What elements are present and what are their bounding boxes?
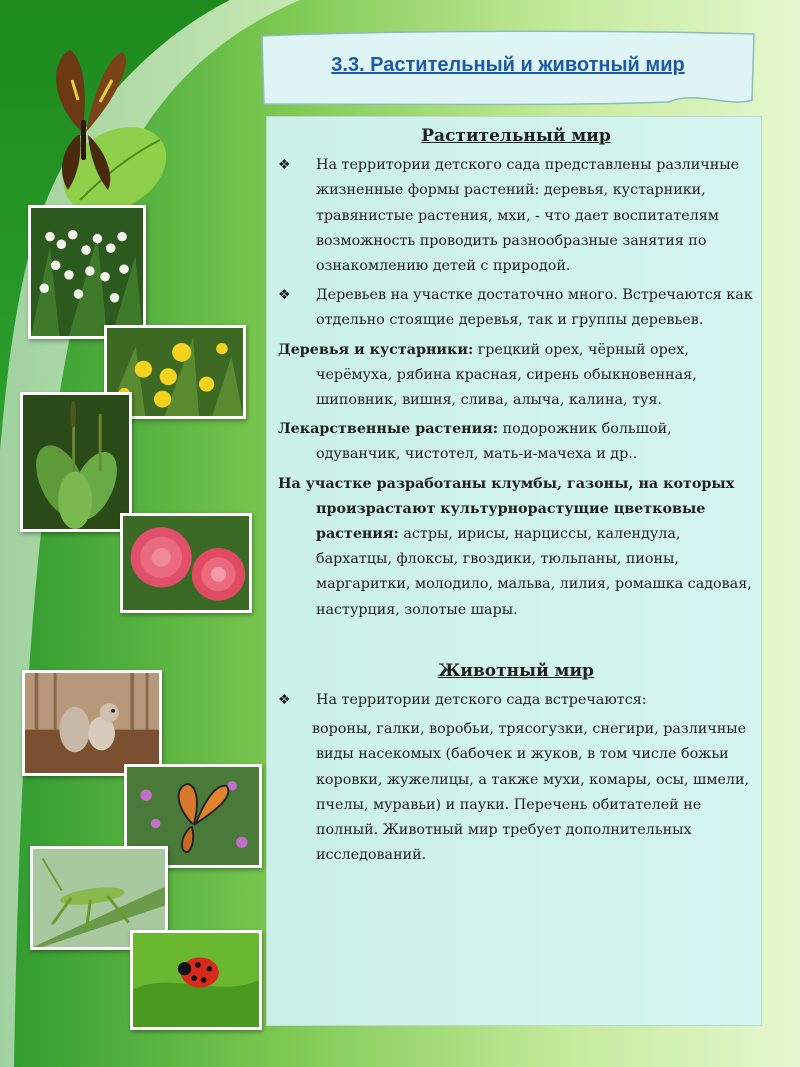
ladybug-photo bbox=[130, 930, 262, 1030]
animal-heading: Животный мир bbox=[438, 660, 594, 681]
list-item: ❖ Деревьев на участке достаточно много. Встречаются как отдельно стоящие деревья, так и группы деревьев. bbox=[276, 283, 756, 333]
animal-paragraph: вороны, галки, воробьи, трясогузки, снегири, различные виды насекомых (бабочек и жуков, в том числе божьи коровки, жужелицы, а также мухи, комары, осы, шмели, пчелы, муравьи) и пауки. Перечень обитателей не полный. Животный мир требует дополнительных исследований. bbox=[312, 721, 750, 864]
dahlia-photo bbox=[120, 513, 252, 613]
lily-of-the-valley-photo bbox=[28, 205, 146, 339]
squirrel-photo bbox=[22, 670, 162, 776]
bullet-icon: ❖ bbox=[278, 157, 291, 174]
butterfly-leaf-icon bbox=[20, 40, 170, 210]
trees-paragraph: Деревья и кустарники: грецкий орех, чёрный орех, черёмуха, рябина красная, сирень обыкновенная, шиповник, вишня, слива, алыча, калина, туя. bbox=[278, 341, 697, 409]
list-item: ❖ На территории детского сада представлены различные жизненные формы растений: деревья, кустарники, травянистые растения, мхи, - что дает воспитателям возможность проводить разнообразные занятия по ознакомлению детей с природой. bbox=[276, 153, 756, 279]
medicinal-paragraph: Лекарственные растения: подорожник большой, одуванчик, чистотел, мать-и-мачеха и др.. bbox=[278, 421, 672, 463]
bullet-icon: ❖ bbox=[278, 692, 291, 709]
content bbox=[276, 124, 756, 868]
plantain-photo bbox=[20, 392, 132, 532]
bullet-icon: ❖ bbox=[278, 287, 291, 304]
flowerbeds-paragraph: На участке разработаны клумбы, газоны, на которых произрастают культурнорастущие цветковые растения: астры, ирисы, нарциссы, календула, бархатцы, флоксы, гвоздики, тюльпаны, пионы, маргаритки, молодило, мальва, лилия, ромашка садовая, настурция, золотые шары. bbox=[278, 475, 752, 618]
list-item: ❖ На территории детского сада встречаются: bbox=[276, 688, 756, 713]
plant-heading: Растительный мир bbox=[421, 126, 611, 146]
page-title: 3.3. Растительный и животный мир bbox=[331, 54, 685, 76]
